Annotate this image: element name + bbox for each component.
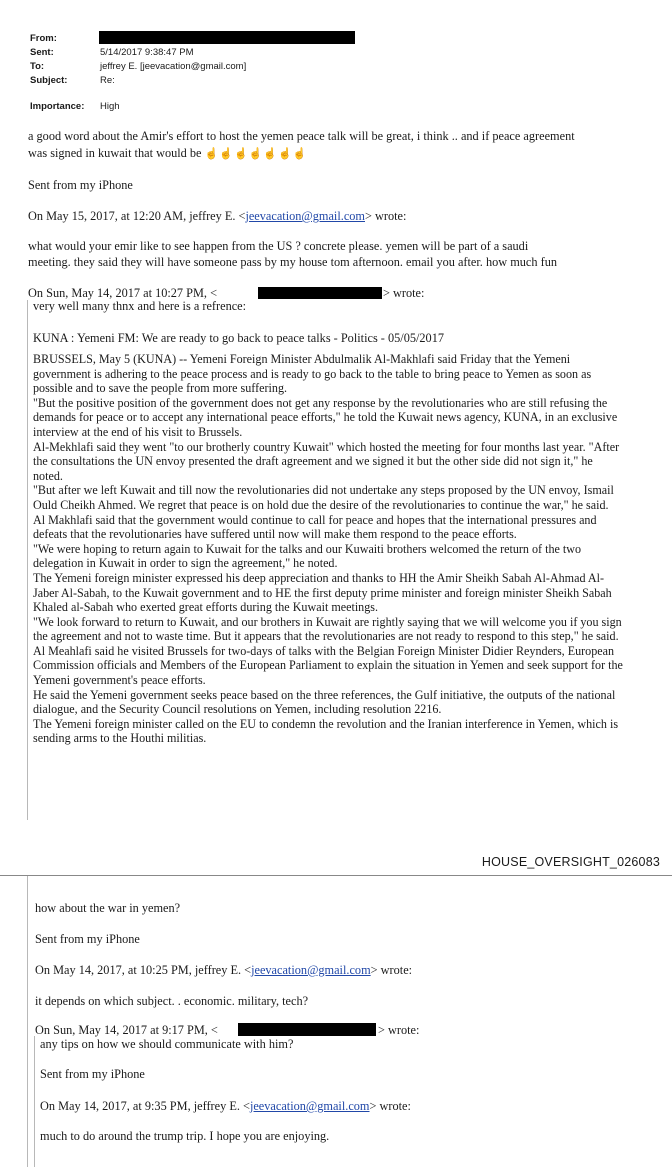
article-body bbox=[33, 352, 623, 746]
quote-header-5-prefix: On May 14, 2017, at 9:35 PM, jeffrey E. < bbox=[40, 1099, 250, 1113]
quote-header-1-suffix: > wrote: bbox=[365, 209, 407, 223]
document-page-2 bbox=[0, 876, 672, 1167]
body-line-2 bbox=[28, 145, 307, 162]
quote-header-5 bbox=[40, 1098, 411, 1114]
sent-from-iphone-3: Sent from my iPhone bbox=[40, 1067, 145, 1081]
quote-bar bbox=[27, 300, 28, 820]
quote-header-3-suffix: > wrote: bbox=[370, 963, 413, 977]
sent-from-iphone: Sent from my iPhone bbox=[28, 178, 133, 192]
kuna-title: KUNA : Yemeni FM: We are ready to go back to peace talks - Politics - 05/05/2017 bbox=[33, 331, 445, 345]
redaction-sender-1 bbox=[258, 287, 382, 299]
article-paragraph: "We were hoping to return again to Kuwait for the talks and our Kuwaiti brothers welcomed the return of the two delegation in Kuwait in order to sign the agreement," he noted. bbox=[33, 541, 582, 571]
redaction-sender-2 bbox=[238, 1023, 376, 1036]
trump-trip-line: much to do around the trump trip. I hope you are enjoying. bbox=[40, 1129, 330, 1143]
article-paragraph: Al-Mekhlafi said they went "to our brotherly country Kuwait" which hosted the meeting for four months last year. "After the consultations the UN envoy presented the draft agreement and we signed it but the other side did not sign it," he noted. bbox=[33, 439, 620, 483]
redaction-from bbox=[99, 31, 355, 44]
quote-header-1-prefix: On May 15, 2017, at 12:20 AM, jeffrey E. < bbox=[28, 209, 246, 223]
email-link[interactable]: jeevacation@gmail.com bbox=[249, 1099, 370, 1113]
subject-value: Re: bbox=[100, 75, 115, 86]
quote-header-3-prefix: On May 14, 2017, at 10:25 PM, jeffrey E. < bbox=[35, 963, 252, 977]
body-line-1: a good word about the Amir's effort to host the yemen peace talk will be great, i think .. and if peace agreement bbox=[28, 129, 575, 143]
article-paragraph: "We look forward to return to Kuwait, and our brothers in Kuwait are rightly saying that we will welcome you if you sign the agreement and not to waste time. But it appears that the revolutionaries are not ready to respond to this step," he said. bbox=[33, 614, 622, 644]
to-label: To: bbox=[30, 61, 45, 72]
quote-bar-inner bbox=[34, 1036, 35, 1167]
article-paragraph: Al Meahlafi said he visited Brussels for two-days of talks with the Belgian Foreign Minister Didier Reynders, European Commission officials and Members of the European Parliament to explain the situation in Yemen and seek support for the Yemeni government's peace efforts. bbox=[33, 643, 623, 688]
email-link[interactable]: jeevacation@gmail.com bbox=[245, 209, 365, 223]
article-paragraph: He said the Yemeni government seeks peace based on the three references, the Gulf initiative, the outputs of the national dialogue, and the Security Council resolutions on Yemen, including resolution 2216. bbox=[33, 687, 616, 717]
article-paragraph: The Yemeni foreign minister called on the EU to condemn the revolution and the Iranian interference in Yemen, which is sending arms to the Houthi militias. bbox=[33, 716, 619, 746]
war-question: how about the war in yemen? bbox=[35, 901, 181, 915]
to-value: jeffrey E. [jeevacation@gmail.com] bbox=[100, 61, 247, 72]
from-label: From: bbox=[30, 33, 57, 44]
quote-header-1 bbox=[28, 208, 406, 224]
article-paragraph: "But after we left Kuwait and till now the revolutionaries did not undertake any steps proposed by the UN envoy, Ismail Ould Cheikh Ahmed. We regret that peace is on hold due the desire of the revolutionaries to continue the war," he said. bbox=[33, 483, 614, 512]
tips-line: any tips on how we should communicate with him? bbox=[40, 1037, 294, 1051]
article-paragraph: The Yemeni foreign minister expressed his deep appreciation and thanks to HH the Amir Sheikh Sabah Al-Ahmad Al-Jaber Al-Sabah, to the Kuwait government and to HE the first deputy prime minister and foreign minister Sheikh Sabah Khaled al-Sabah who exerted great efforts during the Kuwait meetings. bbox=[33, 570, 612, 615]
importance-label: Importance: bbox=[30, 101, 85, 112]
quote-header-2-prefix: On Sun, May 14, 2017 at 10:27 PM, < bbox=[28, 286, 218, 300]
reply-line-1: what would your emir like to see happen from the US ? concrete please. yemen will be part of a saudi bbox=[28, 239, 529, 253]
quote-header-2-suffix: > wrote: bbox=[383, 286, 425, 300]
quote-header-4-suffix: > wrote: bbox=[378, 1023, 420, 1037]
email-link[interactable]: jeevacation@gmail.com bbox=[251, 963, 371, 977]
subject-label: Subject: bbox=[30, 75, 68, 86]
quote-header-5-suffix: > wrote: bbox=[369, 1099, 411, 1113]
importance-value: High bbox=[100, 101, 120, 112]
quote-header-3 bbox=[35, 962, 412, 978]
bates-stamp: HOUSE_OVERSIGHT_026083 bbox=[481, 855, 660, 869]
sent-value: 5/14/2017 9:38:47 PM bbox=[100, 47, 194, 58]
article-paragraph: "But the positive position of the government does not get any response by the revolutionaries who are still refusing the demands for peace or to accept any international peace efforts," he told the Kuwait news agency, KUNA, in an exclusive interview at the end of his visit to Brussels. bbox=[33, 395, 618, 439]
pointing-hands-icon: ☝☝☝☝☝☝☝ bbox=[204, 148, 308, 160]
reply-line-2: meeting. they said they will have someone pass by my house tom afternoon. email you after. how much fun bbox=[28, 255, 557, 269]
sent-label: Sent: bbox=[30, 47, 54, 58]
sent-from-iphone-2: Sent from my iPhone bbox=[35, 932, 140, 946]
depends-line: it depends on which subject. . economic. military, tech? bbox=[35, 994, 309, 1008]
article-paragraph: Al Makhlafi said that the government would continue to call for peace and hopes that the international pressures and defeats that the revolutionaries have suffered until now will make them respond to the peace efforts. bbox=[33, 512, 597, 542]
quote-header-4-prefix: On Sun, May 14, 2017 at 9:17 PM, < bbox=[35, 1023, 218, 1037]
article-paragraph: BRUSSELS, May 5 (KUNA) -- Yemeni Foreign Minister Abdulmalik Al-Makhlafi said Friday that the Yemeni government is adhering to the peace process and is ready to go back to the table to bring peace to Yemen as soon as possible and to save the people from more suffering. bbox=[33, 352, 592, 396]
quote-bar-outer bbox=[27, 876, 28, 1167]
thanks-line: very well many thnx and here is a refrence: bbox=[33, 299, 247, 313]
body-line-2-text: was signed in kuwait that would be bbox=[28, 146, 202, 160]
